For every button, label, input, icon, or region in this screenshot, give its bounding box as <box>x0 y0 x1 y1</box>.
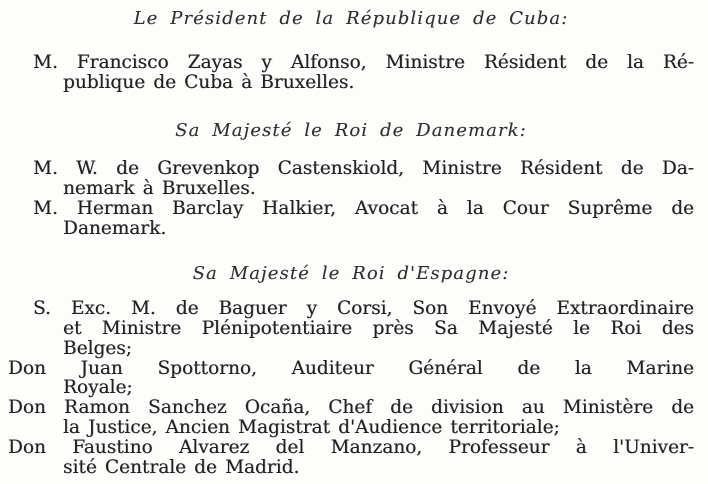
delegate-entry-castenskiold <box>8 159 694 199</box>
delegate-entry-halkier <box>8 199 694 239</box>
entry-line: Royale; <box>63 377 133 399</box>
entry-line: Danemark. <box>63 217 167 239</box>
entry-line: et Ministre Plénipotentiaire près Sa Majesté le Roi des <box>63 317 694 339</box>
section-heading-danemark: Sa Majesté le Roi de Danemark: <box>175 120 527 142</box>
delegate-entry-spottorno <box>8 359 694 399</box>
section-heading-cuba: Le Président de la République de Cuba: <box>133 8 569 29</box>
entry-line: la Justice, Ancien Magistrat d'Audience territoriale; <box>63 416 560 438</box>
delegate-entry-sanchez-ocana <box>8 398 694 438</box>
entry-line: Belges; <box>63 337 132 359</box>
delegate-entry-baguer <box>8 299 694 358</box>
entry-line: M. Francisco Zayas y Alfonso, Ministre Résident de la Ré- <box>33 51 694 73</box>
entry-line: nemark à Bruxelles. <box>63 177 256 199</box>
entry-line: Don Faustino Alvarez del Manzano, Professeur à l'Univer- <box>8 436 694 458</box>
entry-line: Don Ramon Sanchez Ocaña, Chef de division au Ministère de <box>8 397 694 419</box>
section-heading-espagne: Sa Majesté le Roi d'Espagne: <box>192 263 510 285</box>
entry-line: M. W. de Grevenkop Castenskiold, Ministre Résident de Da- <box>33 158 694 180</box>
entry-line: S. Exc. M. de Baguer y Corsi, Son Envoyé Extraordinaire <box>33 298 694 320</box>
delegate-entry-zayas <box>8 53 694 93</box>
document-page <box>0 9 708 484</box>
entry-line: sité Centrale de Madrid. <box>63 456 300 478</box>
entry-line: Don Juan Spottorno, Auditeur Général de la Marine <box>8 357 694 379</box>
entry-line: publique de Cuba à Bruxelles. <box>63 71 355 93</box>
delegate-entry-alvarez-del-manzano <box>8 438 694 478</box>
entry-line: M. Herman Barclay Halkier, Avocat à la Cour Suprême de <box>33 197 694 219</box>
